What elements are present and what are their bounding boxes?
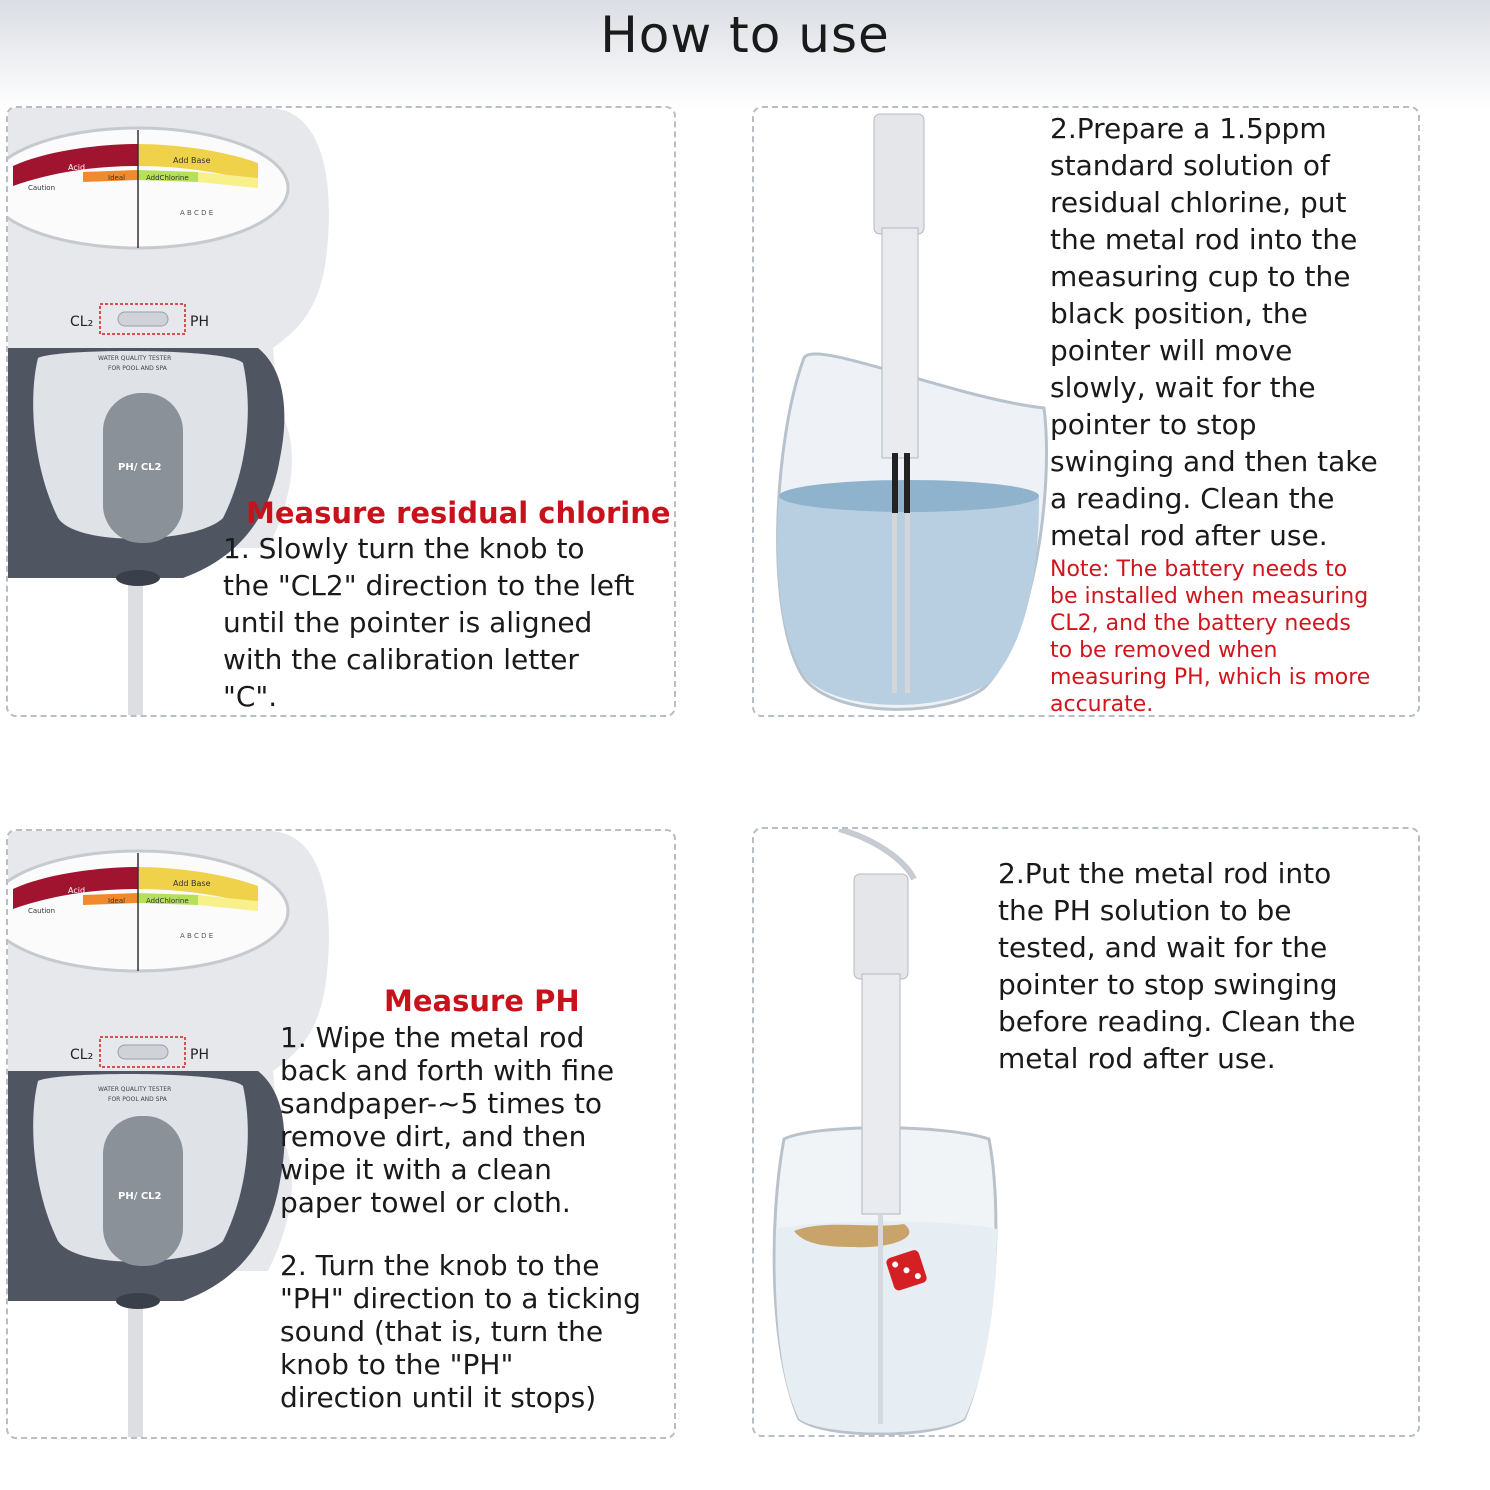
panel-measure-chlorine — [6, 106, 676, 717]
step-line: metal rod after use. — [1050, 519, 1328, 552]
device-add-chlorine-label: AddChlorine — [146, 897, 189, 905]
device-button-label: PH/ CL2 — [118, 1191, 162, 1202]
step-line: pointer to stop swinging — [998, 968, 1338, 1001]
step-line: the "CL2" direction to the left — [223, 569, 635, 602]
step-line: 2. Turn the knob to the — [280, 1249, 600, 1282]
note-line: accurate. — [1050, 692, 1154, 717]
step-line: 2.Prepare a 1.5ppm — [1050, 112, 1327, 145]
note-line: CL2, and the battery needs — [1050, 611, 1351, 636]
device-brand-line1: WATER QUALITY TESTER — [98, 355, 172, 362]
steps-ph — [280, 1021, 641, 1414]
step-line: 1. Slowly turn the knob to — [223, 532, 585, 565]
steps-chlorine-reading — [1050, 110, 1378, 554]
step-line: knob to the "PH" — [280, 1348, 514, 1381]
step-line: residual chlorine, put — [1050, 186, 1347, 219]
device-ph-label: PH — [190, 1047, 209, 1063]
note-line: Note: The battery needs to — [1050, 557, 1348, 582]
device-acid-label: Acid — [68, 886, 86, 895]
step-line: tested, and wait for the — [998, 931, 1328, 964]
step-line: until the pointer is aligned — [223, 606, 593, 639]
steps-ph-reading — [998, 855, 1355, 1077]
step-line: the PH solution to be — [998, 894, 1292, 927]
device-add-base-label: Add Base — [173, 156, 211, 165]
page-title: How to use — [600, 6, 890, 64]
steps-chlorine — [223, 530, 634, 715]
step-line: pointer will move — [1050, 334, 1293, 367]
panel-measure-ph — [6, 829, 676, 1439]
step-line: paper towel or cloth. — [280, 1186, 571, 1219]
device-letters: A B C D E — [180, 209, 214, 217]
probe-in-glass-illustration — [754, 108, 1054, 715]
step-line: the metal rod into the — [1050, 223, 1358, 256]
device-ideal-label: Ideal — [108, 174, 126, 182]
step-line: a reading. Clean the — [1050, 482, 1335, 515]
step-line: "C". — [223, 680, 278, 713]
device-ph-label: PH — [190, 314, 209, 330]
device-ideal-label: Ideal — [108, 897, 126, 905]
note-line: measuring PH, which is more — [1050, 665, 1371, 690]
step-line: standard solution of — [1050, 149, 1330, 182]
step-line: "PH" direction to a ticking — [280, 1282, 641, 1315]
step-line: remove dirt, and then — [280, 1120, 587, 1153]
step-line — [280, 1219, 641, 1249]
step-line: measuring cup to the — [1050, 260, 1351, 293]
device-add-chlorine-label: AddChlorine — [146, 174, 189, 182]
device-brand-line2: FOR POOL AND SPA — [108, 1096, 167, 1103]
device-brand-line2: FOR POOL AND SPA — [108, 365, 167, 372]
step-line: 2.Put the metal rod into — [998, 857, 1332, 890]
heading-measure-ph: Measure PH — [384, 984, 580, 1018]
note-line: to be removed when — [1050, 638, 1278, 663]
device-add-base-label: Add Base — [173, 879, 211, 888]
step-line: slowly, wait for the — [1050, 371, 1316, 404]
device-button-label: PH/ CL2 — [118, 462, 162, 473]
device-letters: A B C D E — [180, 932, 214, 940]
battery-note — [1050, 556, 1370, 717]
step-line: sandpaper-~5 times to — [280, 1087, 603, 1120]
step-line: pointer to stop — [1050, 408, 1257, 441]
step-line: back and forth with fine — [280, 1054, 615, 1087]
step-line: direction until it stops) — [280, 1381, 597, 1414]
step-line: swinging and then take — [1050, 445, 1378, 478]
device-cl2-label: CL₂ — [70, 1047, 94, 1063]
step-line: with the calibration letter — [223, 643, 579, 676]
probe-in-ph-solution-illustration — [754, 829, 1004, 1435]
device-caution-label: Caution — [28, 184, 56, 192]
panel-ph-reading — [752, 827, 1420, 1437]
step-line: black position, the — [1050, 297, 1308, 330]
device-cl2-label: CL₂ — [70, 314, 94, 330]
device-caution-label: Caution — [28, 907, 56, 915]
note-line: be installed when measuring — [1050, 584, 1369, 609]
step-line: 1. Wipe the metal rod — [280, 1021, 585, 1054]
step-line: before reading. Clean the — [998, 1005, 1356, 1038]
step-line: wipe it with a clean — [280, 1153, 552, 1186]
step-line: sound (that is, turn the — [280, 1315, 604, 1348]
panel-chlorine-reading — [752, 106, 1420, 717]
step-line: metal rod after use. — [998, 1042, 1276, 1075]
device-brand-line1: WATER QUALITY TESTER — [98, 1086, 172, 1093]
device-acid-label: Acid — [68, 163, 86, 172]
heading-measure-chlorine: Measure residual chlorine — [246, 496, 671, 530]
